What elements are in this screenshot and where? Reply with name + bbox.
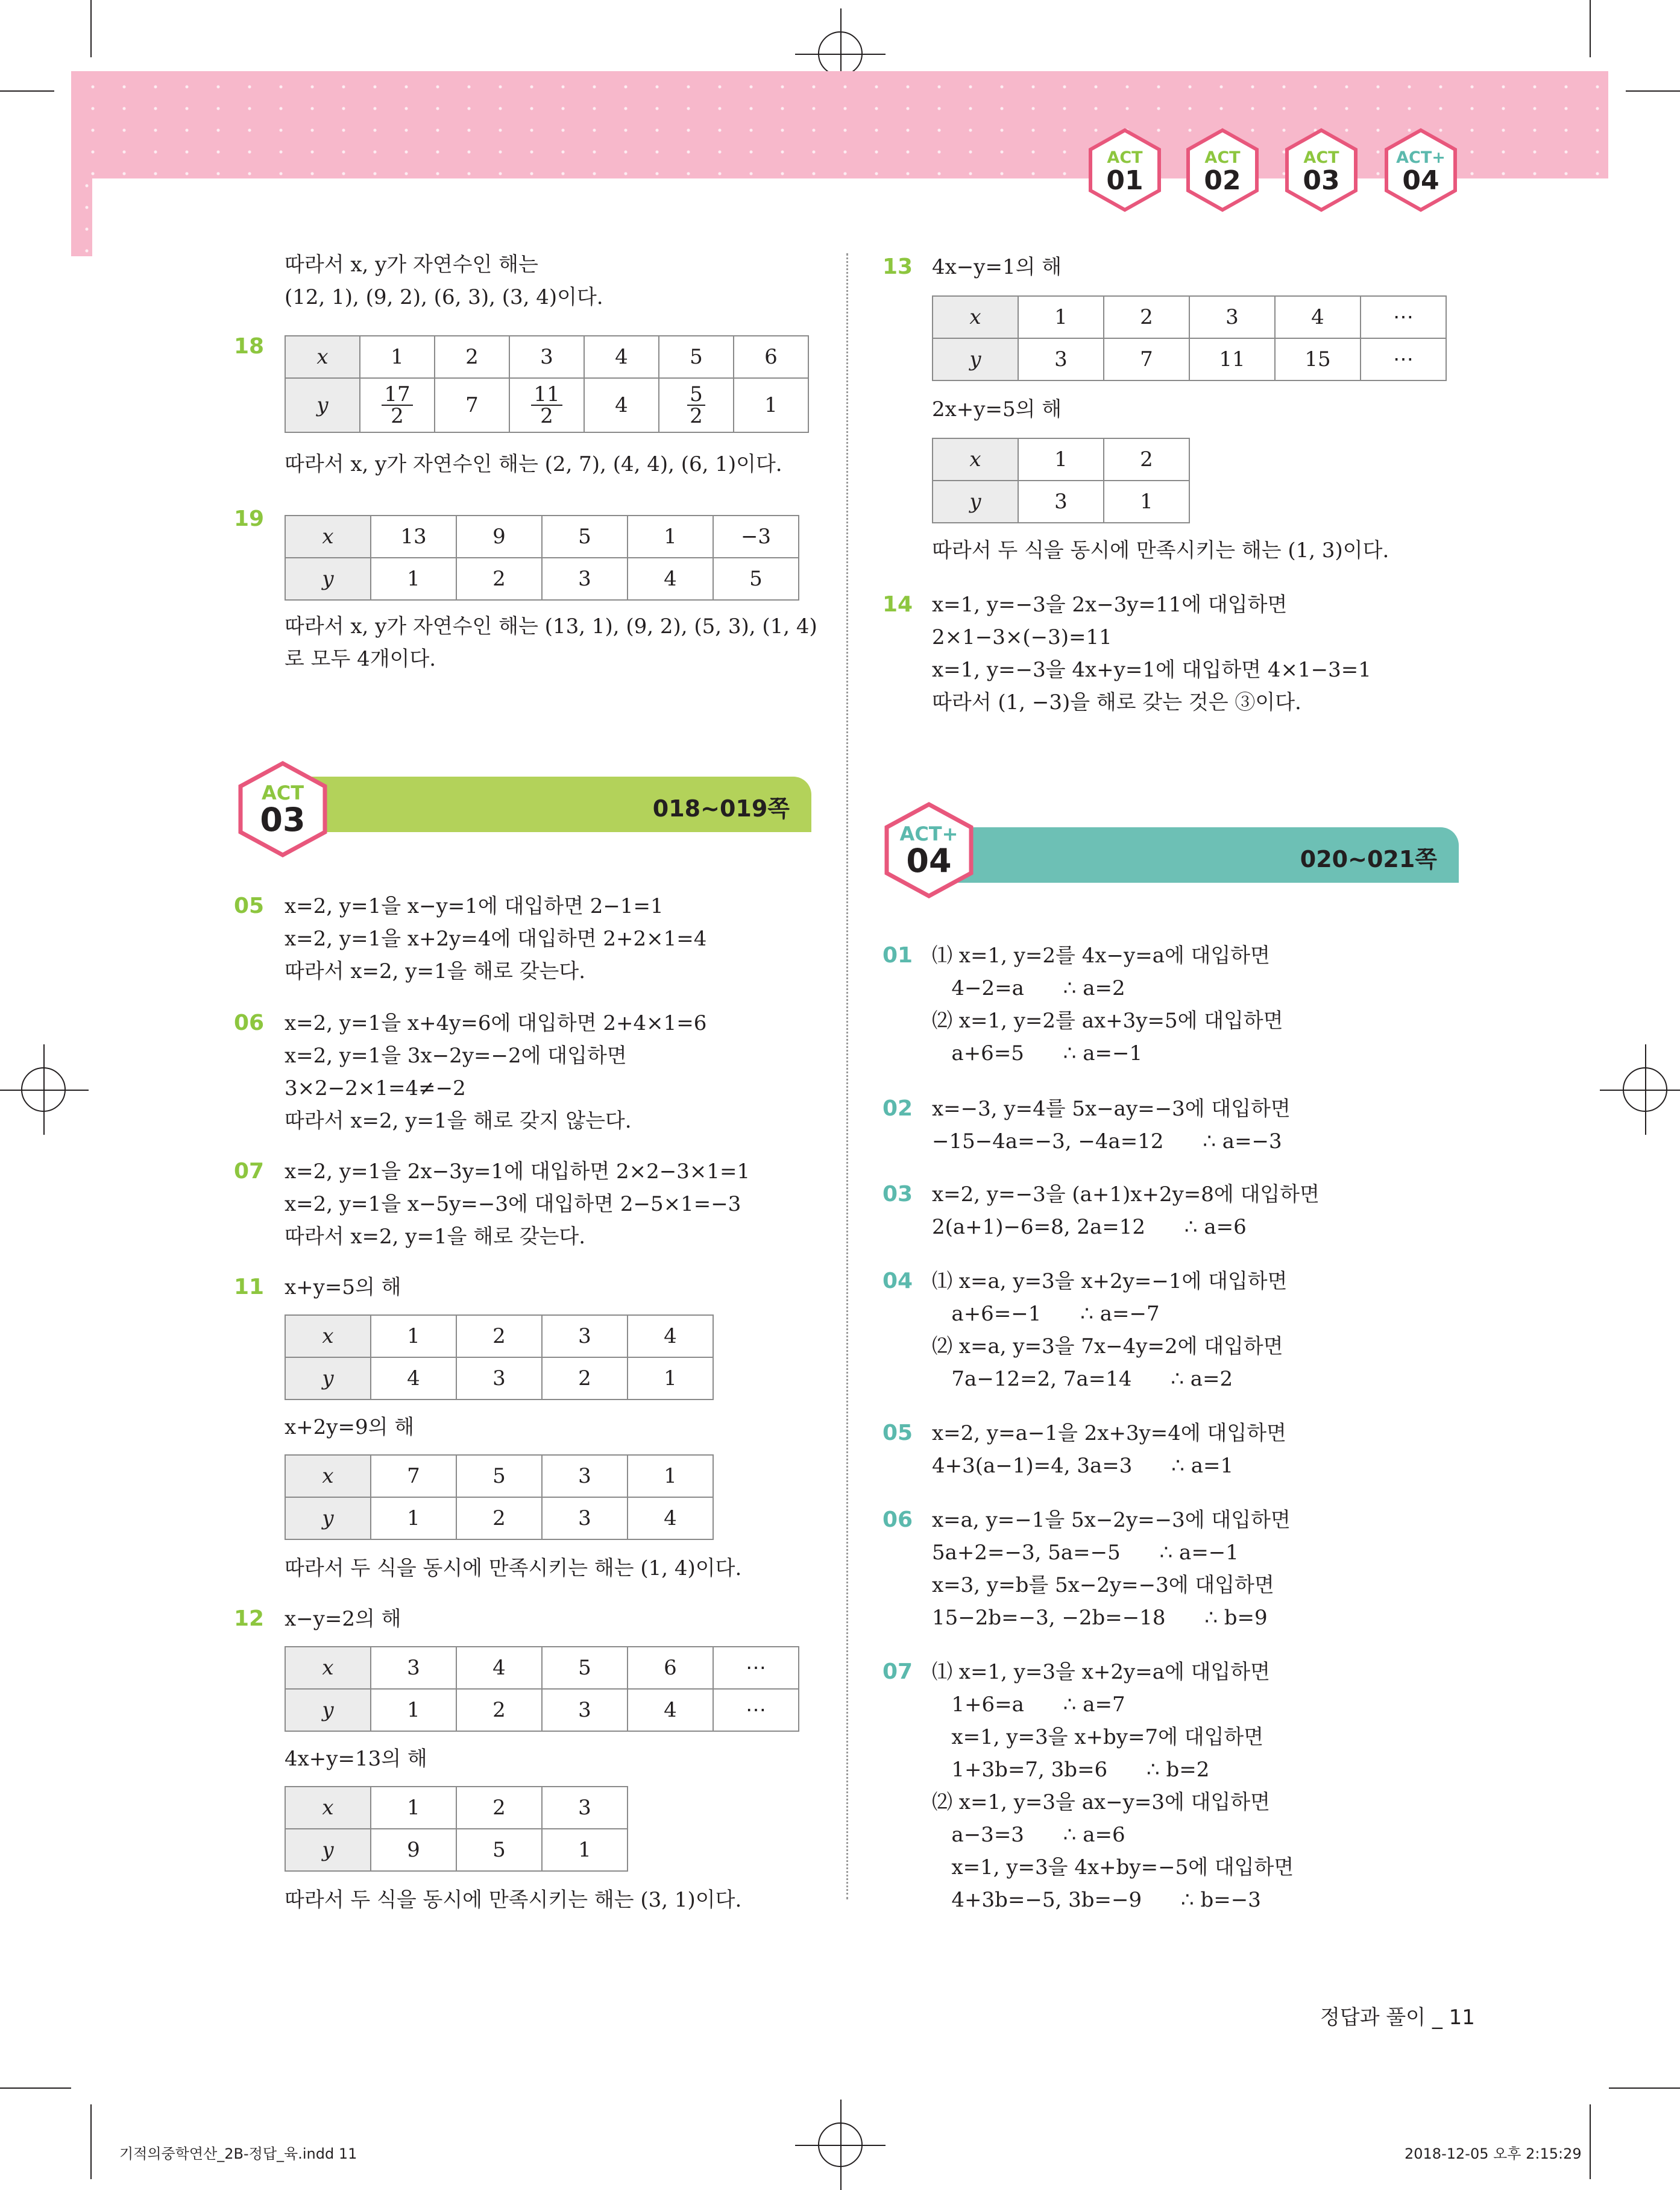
solution-line: a+6=5 ∴ a=−1 bbox=[932, 1041, 1143, 1065]
solution-line: 7a−12=2, 7a=14 ∴ a=2 bbox=[932, 1367, 1233, 1391]
answer-text: 따라서 두 식을 동시에 만족시키는 해는 (1, 4)이다. bbox=[285, 1556, 742, 1580]
solution-line: ⑴ x=1, y=3을 x+2y=a에 대입하면 bbox=[932, 1660, 1270, 1684]
crop-mark bbox=[1590, 2104, 1591, 2179]
solution-line: ⑴ x=a, y=3을 x+2y=−1에 대입하면 bbox=[932, 1269, 1288, 1293]
problem-number: 12 bbox=[234, 1606, 265, 1631]
problem-number: 05 bbox=[882, 1421, 913, 1445]
solution-line: 2(a+1)−6=8, 2a=12 ∴ a=6 bbox=[932, 1215, 1247, 1239]
solution-line: x=1, y=3을 4x+by=−5에 대입하면 bbox=[932, 1855, 1294, 1879]
solution-line: −15−4a=−3, −4a=12 ∴ a=−3 bbox=[932, 1129, 1282, 1153]
act-plus-04-badge: ACT+ 04 bbox=[1384, 128, 1458, 212]
crop-mark bbox=[0, 2087, 71, 2089]
solution-table: x 1 2 3 4 5 6 y $\frac{17}{2}$ 7 $\frac{11}{2}$ 4 $\frac{5}{2}$ 1 bbox=[285, 335, 809, 433]
solution-table: x 3 4 5 6 ⋯ y 1 2 3 4 ⋯ bbox=[285, 1646, 799, 1732]
solution-table: x 1 2 y 3 1 bbox=[932, 438, 1190, 523]
solution-line: x=2, y=a−1을 2x+3y=4에 대입하면 bbox=[932, 1421, 1286, 1445]
crop-mark bbox=[1590, 0, 1591, 57]
solution-table: x 1 2 3 y 9 5 1 bbox=[285, 1786, 628, 1872]
page-number-label: 정답과 풀이 _ 11 bbox=[1320, 2005, 1475, 2030]
problem-number: 14 bbox=[882, 592, 913, 617]
fraction-cell: $\frac{5}{2}$ bbox=[659, 378, 734, 432]
answer-text: 따라서 두 식을 동시에 만족시키는 해는 (3, 1)이다. bbox=[285, 1888, 742, 1912]
act-02-badge: ACT 02 bbox=[1186, 128, 1259, 212]
equation-heading: 4x−y=1의 해 bbox=[932, 255, 1062, 279]
solution-line: ⑵ x=1, y=3을 ax−y=3에 대입하면 bbox=[932, 1790, 1270, 1814]
solution-line: x=2, y=1을 3x−2y=−2에 대입하면 bbox=[285, 1044, 627, 1068]
act-03-section-badge: ACT 03 bbox=[238, 761, 328, 857]
solution-line: ⑴ x=1, y=2를 4x−y=a에 대입하면 bbox=[932, 944, 1270, 968]
problem-number: 03 bbox=[882, 1182, 913, 1207]
solution-table: x 13 9 5 1 −3 y 1 2 3 4 5 bbox=[285, 515, 799, 601]
problem-number: 06 bbox=[234, 1011, 265, 1035]
file-name: 기적의중학연산_2B-정답_육.indd 11 bbox=[119, 2145, 357, 2162]
solution-line: x=2, y=1을 x+2y=4에 대입하면 2+2×1=4 bbox=[285, 927, 707, 951]
column-divider bbox=[846, 253, 848, 1899]
crop-mark bbox=[1626, 90, 1680, 92]
print-date: 2018-12-05 오후 2:15:29 bbox=[1405, 2145, 1582, 2162]
registration-mark bbox=[21, 1067, 66, 1112]
header-band-tail bbox=[71, 175, 92, 256]
solution-line: 따라서 x=2, y=1을 해로 갖는다. bbox=[285, 1225, 586, 1249]
solution-line: 4−2=a ∴ a=2 bbox=[932, 976, 1125, 1000]
solution-line: 2×1−3×(−3)=11 bbox=[932, 625, 1112, 649]
crop-mark bbox=[90, 2104, 92, 2179]
solution-line: 3×2−2×1=4≠−2 bbox=[285, 1076, 466, 1100]
problem-number: 01 bbox=[882, 943, 913, 968]
answer-text: 따라서 x, y가 자연수인 해는 (13, 1), (9, 2), (5, 3), (1, 4) bbox=[285, 614, 817, 639]
solution-line: 따라서 (1, −3)을 해로 갖는 것은 ③이다. bbox=[932, 690, 1301, 715]
solution-line: x=1, y=3을 x+by=7에 대입하면 bbox=[932, 1725, 1264, 1749]
problem-number: 02 bbox=[882, 1096, 913, 1121]
equation-heading: x+y=5의 해 bbox=[285, 1275, 401, 1299]
act-01-badge: ACT 01 bbox=[1088, 128, 1162, 212]
solution-line: 4+3(a−1)=4, 3a=3 ∴ a=1 bbox=[932, 1454, 1234, 1478]
fraction-cell: $\frac{17}{2}$ bbox=[360, 378, 435, 432]
solution-line: 4+3b=−5, 3b=−9 ∴ b=−3 bbox=[932, 1888, 1261, 1912]
solution-line: x=1, y=−3을 4x+y=1에 대입하면 4×1−3=1 bbox=[932, 658, 1371, 682]
solution-line: x=1, y=−3을 2x−3y=11에 대입하면 bbox=[932, 593, 1288, 617]
solution-table: x 1 2 3 4 y 4 3 2 1 bbox=[285, 1314, 714, 1400]
solution-line: ⑵ x=1, y=2를 ax+3y=5에 대입하면 bbox=[932, 1009, 1283, 1033]
registration-mark bbox=[818, 2122, 863, 2167]
section-header-act03: 018~019쪽 bbox=[288, 777, 811, 832]
equation-heading: x−y=2의 해 bbox=[285, 1607, 401, 1631]
header-band bbox=[71, 71, 1608, 178]
solution-line: 15−2b=−3, −2b=−18 ∴ b=9 bbox=[932, 1606, 1268, 1630]
registration-mark bbox=[818, 31, 863, 76]
act-03-badge: ACT 03 bbox=[1285, 128, 1358, 212]
solution-line: x=2, y=−3을 (a+1)x+2y=8에 대입하면 bbox=[932, 1182, 1320, 1207]
solution-line: x=−3, y=4를 5x−ay=−3에 대입하면 bbox=[932, 1097, 1291, 1121]
solution-line: a−3=3 ∴ a=6 bbox=[932, 1823, 1125, 1847]
problem-number: 05 bbox=[234, 894, 265, 918]
intro-line: 따라서 x, y가 자연수인 해는 bbox=[285, 253, 538, 277]
equation-heading: 4x+y=13의 해 bbox=[285, 1747, 427, 1771]
section-header-act04: 020~021쪽 bbox=[937, 827, 1459, 883]
solution-line: x=3, y=b를 5x−2y=−3에 대입하면 bbox=[932, 1573, 1274, 1597]
solution-line: a+6=−1 ∴ a=−7 bbox=[932, 1302, 1160, 1326]
solution-line: x=2, y=1을 x−y=1에 대입하면 2−1=1 bbox=[285, 894, 664, 918]
crop-mark bbox=[0, 90, 54, 92]
problem-number: 18 bbox=[234, 334, 265, 359]
answer-text: 따라서 두 식을 동시에 만족시키는 해는 (1, 3)이다. bbox=[932, 538, 1389, 563]
solution-line: x=2, y=1을 2x−3y=1에 대입하면 2×2−3×1=1 bbox=[285, 1160, 750, 1184]
act-plus-04-section-badge: ACT+ 04 bbox=[884, 802, 974, 898]
equation-heading: x+2y=9의 해 bbox=[285, 1415, 415, 1439]
solution-line: 따라서 x=2, y=1을 해로 갖는다. bbox=[285, 959, 586, 983]
solution-table: x 7 5 3 1 y 1 2 3 4 bbox=[285, 1454, 714, 1540]
problem-number: 11 bbox=[234, 1275, 265, 1299]
solution-line: 1+3b=7, 3b=6 ∴ b=2 bbox=[932, 1758, 1210, 1782]
answer-text: 따라서 x, y가 자연수인 해는 (2, 7), (4, 4), (6, 1)이다. bbox=[285, 452, 782, 476]
solution-line: 따라서 x=2, y=1을 해로 갖지 않는다. bbox=[285, 1109, 632, 1133]
solution-line: 1+6=a ∴ a=7 bbox=[932, 1693, 1125, 1717]
registration-mark bbox=[1623, 1067, 1667, 1112]
problem-number: 19 bbox=[234, 506, 265, 531]
equation-heading: 2x+y=5의 해 bbox=[932, 397, 1062, 421]
intro-line: (12, 1), (9, 2), (6, 3), (3, 4)이다. bbox=[285, 285, 603, 309]
problem-number: 07 bbox=[234, 1159, 265, 1184]
problem-number: 04 bbox=[882, 1269, 913, 1293]
crop-mark bbox=[1609, 2087, 1680, 2089]
crop-mark bbox=[90, 0, 92, 57]
solution-table: x 1 2 3 4 ⋯ y 3 7 11 15 ⋯ bbox=[932, 295, 1447, 381]
solution-line: x=2, y=1을 x−5y=−3에 대입하면 2−5×1=−3 bbox=[285, 1192, 741, 1216]
problem-number: 13 bbox=[882, 254, 913, 279]
problem-number: 07 bbox=[882, 1659, 913, 1684]
fraction-cell: $\frac{11}{2}$ bbox=[509, 378, 584, 432]
solution-line: 5a+2=−3, 5a=−5 ∴ a=−1 bbox=[932, 1541, 1239, 1565]
problem-number: 06 bbox=[882, 1507, 913, 1532]
solution-line: x=a, y=−1을 5x−2y=−3에 대입하면 bbox=[932, 1508, 1291, 1532]
answer-text: 로 모두 4개이다. bbox=[285, 647, 436, 671]
solution-line: x=2, y=1을 x+4y=6에 대입하면 2+4×1=6 bbox=[285, 1011, 707, 1035]
solution-line: ⑵ x=a, y=3을 7x−4y=2에 대입하면 bbox=[932, 1334, 1283, 1358]
